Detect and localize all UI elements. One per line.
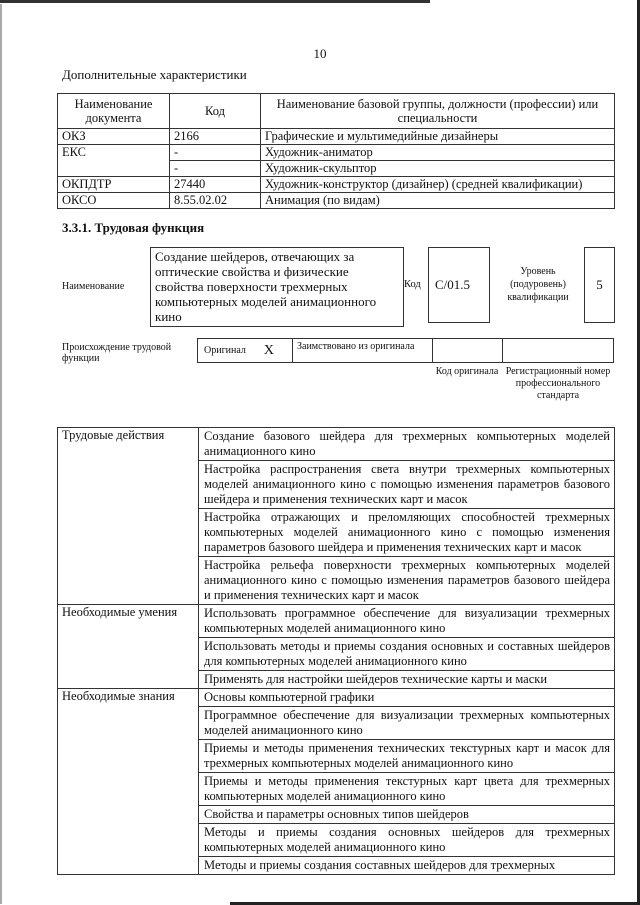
list-item: Методы и приемы создания составных шейдеров для трехмерных: [199, 857, 615, 875]
function-code-value: [428, 247, 490, 323]
origin-code-cell: [433, 339, 503, 362]
level-value: [584, 247, 615, 323]
category-labor-actions: Трудовые действия: [58, 428, 199, 605]
list-item: Применять для настройки шейдеров технические карты и маски: [199, 671, 615, 689]
name-label: Наименование: [62, 281, 125, 292]
list-item: Создание базового шейдера для трехмерных компьютерных моделей анимационного кино: [199, 428, 615, 461]
additional-characteristics-title: Дополнительные характеристики: [62, 67, 247, 82]
list-item: Настройка распространения света внутри трехмерных компьютерных моделей анимационного кино с помощью изменения параметров базового шейдера и применения технических карт и масок: [199, 461, 615, 509]
name-cell: Графические и мультимедийные дизайнеры: [261, 129, 615, 145]
origin-row: [197, 338, 614, 363]
origin-reg-number-cell: [503, 339, 613, 362]
code-cell: 27440: [170, 177, 261, 193]
doc-cell: [58, 161, 170, 177]
list-item: Приемы и методы применения технических текстурных карт и масок для трехмерных компьютерных моделей анимационного кино: [199, 740, 615, 773]
code-cell: 2166: [170, 129, 261, 145]
list-item: Приемы и методы применения текстурных карт цвета для трехмерных компьютерных моделей анимационного кино: [199, 773, 615, 806]
table-row: [58, 428, 615, 461]
code-cell: -: [170, 145, 261, 161]
original-label: Оригинал: [204, 345, 246, 356]
category-required-knowledge: Необходимые знания: [58, 689, 199, 875]
labor-details-table: [57, 427, 615, 875]
list-item: Программное обеспечение для визуализации трехмерных компьютерных моделей анимационного кино: [199, 707, 615, 740]
original-mark: X: [263, 343, 275, 358]
origin-original-cell: [198, 339, 293, 362]
doc-cell: ОКПДТР: [58, 177, 170, 193]
list-item: Свойства и параметры основных типов шейдеров: [199, 806, 615, 824]
original-code-label: Код оригинала: [435, 366, 499, 377]
origin-label: Происхождение трудовой функции: [62, 342, 172, 364]
name-cell: Художник-конструктор (дизайнер) (средней квалификации): [261, 177, 615, 193]
code-value-text: C/01.5: [435, 277, 471, 292]
header-code: Код: [170, 94, 261, 129]
name-cell: Анимация (по видам): [261, 193, 615, 209]
code-cell: -: [170, 161, 261, 177]
table-row: [58, 177, 615, 193]
header-document-name: Наименование документа: [58, 94, 170, 129]
table-row: [58, 689, 615, 707]
scan-edge-top: [0, 0, 430, 3]
function-name-value: Создание шейдеров, отвечающих за оптические свойства и физические свойства поверхности трехмерных компьютерных моделей анимационного кино: [150, 247, 404, 327]
code-cell: 8.55.02.02: [170, 193, 261, 209]
table-row: [58, 129, 615, 145]
list-item: Методы и приемы создания основных шейдеров для трехмерных компьютерных моделей анимационного кино: [199, 824, 615, 857]
table-row: [58, 605, 615, 638]
name-cell: Художник-скульптор: [261, 161, 615, 177]
origin-borrowed-cell: Заимствовано из оригинала: [293, 339, 433, 362]
characteristics-table: [57, 93, 615, 209]
list-item: Настройка отражающих и преломляющих способностей трехмерных компьютерных моделей анимационного кино с помощью изменения параметров базового шейдера и применения технических карт и масок: [199, 509, 615, 557]
table-row: [58, 161, 615, 177]
level-label: Уровень (подуровень) квалификации: [507, 266, 569, 303]
registration-number-label: Регистрационный номер профессионального стандарта: [505, 366, 611, 401]
table-header-row: [58, 94, 615, 129]
code-label: Код: [404, 279, 421, 290]
doc-cell: ОКСО: [58, 193, 170, 209]
scan-edge-left: [0, 4, 2, 904]
list-item: Настройка рельефа поверхности трехмерных компьютерных моделей анимационного кино с помощью изменения параметров базового шейдера и применения технических карт и масок: [199, 557, 615, 605]
table-row: [58, 145, 615, 161]
doc-cell: ЕКС: [58, 145, 170, 161]
category-required-skills: Необходимые умения: [58, 605, 199, 689]
header-group-name: Наименование базовой группы, должности (профессии) или специальности: [261, 94, 615, 129]
name-cell: Художник-аниматор: [261, 145, 615, 161]
list-item: Основы компьютерной графики: [199, 689, 615, 707]
doc-cell: ОКЗ: [58, 129, 170, 145]
list-item: Использовать программное обеспечение для визуализации трехмерных компьютерных моделей анимационного кино: [199, 605, 615, 638]
level-value-text: 5: [596, 277, 603, 292]
table-row: [58, 193, 615, 209]
labor-function-title: 3.3.1. Трудовая функция: [62, 220, 205, 235]
list-item: Использовать методы и приемы создания основных и составных шейдеров для компьютерных моделей анимационного кино: [199, 638, 615, 671]
page-number: 10: [313, 46, 327, 61]
